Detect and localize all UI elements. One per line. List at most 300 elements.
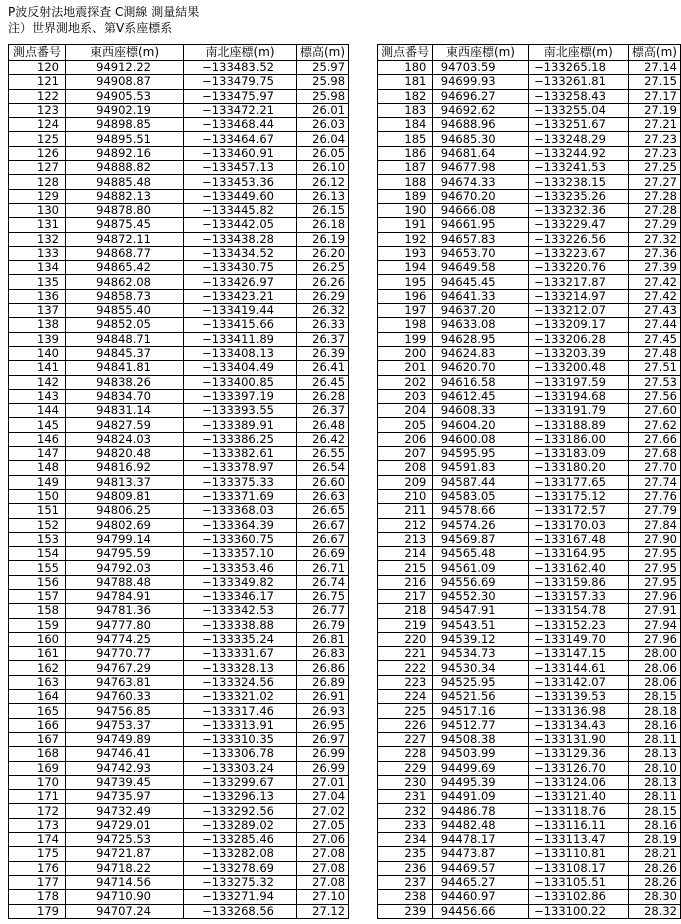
cell-east-west: 94827.59: [66, 418, 184, 432]
table-row: [9, 504, 349, 518]
cell-elevation: 27.51: [628, 361, 680, 375]
table-row: [378, 432, 681, 446]
cell-east-west: 94831.14: [66, 404, 184, 418]
table-row: [378, 904, 681, 918]
cell-elevation: 26.29: [297, 289, 349, 303]
cell-north-south: −133442.05: [184, 218, 297, 232]
table-row: [378, 75, 681, 89]
cell-north-south: −133408.13: [184, 346, 297, 360]
header-east-west: 東西座標(m): [66, 45, 184, 61]
cell-east-west: 94905.53: [66, 89, 184, 103]
cell-elevation: 27.17: [628, 89, 680, 103]
cell-station-number: 164: [9, 690, 66, 704]
cell-north-south: −133445.82: [184, 203, 297, 217]
cell-east-west: 94645.45: [433, 275, 528, 289]
table-row: [9, 275, 349, 289]
table-row: [378, 132, 681, 146]
table-row: [378, 647, 681, 661]
table-row: [9, 232, 349, 246]
table-row: [378, 261, 681, 275]
table-row: [9, 775, 349, 789]
cell-station-number: 138: [9, 318, 66, 332]
cell-elevation: 26.01: [297, 103, 349, 117]
cell-elevation: 26.79: [297, 618, 349, 632]
cell-east-west: 94681.64: [433, 146, 528, 160]
table-row: [9, 475, 349, 489]
cell-east-west: 94753.37: [66, 718, 184, 732]
cell-station-number: 156: [9, 575, 66, 589]
cell-east-west: 94862.08: [66, 275, 184, 289]
table-row: [378, 675, 681, 689]
cell-east-west: 94666.08: [433, 203, 528, 217]
cell-elevation: 27.27: [628, 175, 680, 189]
cell-east-west: 94845.37: [66, 346, 184, 360]
cell-north-south: −133244.92: [528, 146, 628, 160]
cell-elevation: 26.67: [297, 518, 349, 532]
cell-north-south: −133105.51: [528, 875, 628, 889]
cell-elevation: 28.32: [628, 904, 680, 918]
table-body: [9, 61, 349, 919]
cell-station-number: 152: [9, 518, 66, 532]
cell-station-number: 171: [9, 790, 66, 804]
cell-station-number: 208: [378, 461, 433, 475]
cell-east-west: 94543.51: [433, 618, 528, 632]
cell-north-south: −133389.91: [184, 418, 297, 432]
cell-elevation: 27.95: [628, 575, 680, 589]
cell-north-south: −133360.75: [184, 532, 297, 546]
title-line-1: P波反射法地震探査 C測線 測量結果: [8, 5, 200, 19]
cell-elevation: 26.55: [297, 447, 349, 461]
cell-station-number: 134: [9, 261, 66, 275]
cell-east-west: 94777.80: [66, 618, 184, 632]
cell-station-number: 143: [9, 389, 66, 403]
table-row: [378, 618, 681, 632]
table-row: [378, 289, 681, 303]
cell-north-south: −133438.28: [184, 232, 297, 246]
table-row: [9, 461, 349, 475]
cell-east-west: 94802.69: [66, 518, 184, 532]
cell-north-south: −133400.85: [184, 375, 297, 389]
cell-north-south: −133449.60: [184, 189, 297, 203]
cell-station-number: 195: [378, 275, 433, 289]
cell-elevation: 26.89: [297, 675, 349, 689]
cell-elevation: 26.18: [297, 218, 349, 232]
cell-elevation: 28.15: [628, 804, 680, 818]
header-station-number: 測点番号: [378, 45, 433, 61]
cell-station-number: 181: [378, 75, 433, 89]
cell-elevation: 26.37: [297, 404, 349, 418]
cell-east-west: 94696.27: [433, 89, 528, 103]
table-row: [9, 289, 349, 303]
cell-north-south: −133349.82: [184, 575, 297, 589]
cell-north-south: −133303.24: [184, 761, 297, 775]
table-row: [378, 690, 681, 704]
cell-elevation: 27.05: [297, 818, 349, 832]
cell-elevation: 26.12: [297, 175, 349, 189]
cell-elevation: 27.19: [628, 103, 680, 117]
cell-elevation: 27.23: [628, 146, 680, 160]
cell-north-south: −133357.10: [184, 547, 297, 561]
cell-station-number: 126: [9, 146, 66, 160]
cell-east-west: 94799.14: [66, 532, 184, 546]
cell-north-south: −133108.17: [528, 861, 628, 875]
cell-elevation: 28.11: [628, 790, 680, 804]
cell-elevation: 26.77: [297, 604, 349, 618]
cell-elevation: 26.95: [297, 718, 349, 732]
cell-elevation: 27.43: [628, 304, 680, 318]
cell-station-number: 210: [378, 489, 433, 503]
cell-elevation: 27.96: [628, 632, 680, 646]
cell-east-west: 94912.22: [66, 61, 184, 75]
cell-east-west: 94888.82: [66, 161, 184, 175]
cell-elevation: 26.45: [297, 375, 349, 389]
cell-elevation: 27.68: [628, 447, 680, 461]
cell-elevation: 28.06: [628, 675, 680, 689]
cell-north-south: −133299.67: [184, 775, 297, 789]
cell-east-west: 94710.90: [66, 890, 184, 904]
cell-north-south: −133289.02: [184, 818, 297, 832]
cell-north-south: −133188.89: [528, 418, 628, 432]
cell-elevation: 26.81: [297, 632, 349, 646]
cell-east-west: 94795.59: [66, 547, 184, 561]
cell-elevation: 27.12: [297, 904, 349, 918]
cell-station-number: 193: [378, 246, 433, 260]
table-row: [9, 761, 349, 775]
cell-station-number: 189: [378, 189, 433, 203]
table-row: [378, 361, 681, 375]
cell-north-south: −133232.36: [528, 203, 628, 217]
table-row: [378, 475, 681, 489]
cell-east-west: 94882.13: [66, 189, 184, 203]
cell-east-west: 94486.78: [433, 804, 528, 818]
cell-station-number: 211: [378, 504, 433, 518]
cell-station-number: 163: [9, 675, 66, 689]
cell-north-south: −133411.89: [184, 332, 297, 346]
table-row: [9, 804, 349, 818]
cell-east-west: 94482.48: [433, 818, 528, 832]
table-row: [378, 804, 681, 818]
cell-station-number: 234: [378, 833, 433, 847]
cell-north-south: −133353.46: [184, 561, 297, 575]
cell-east-west: 94824.03: [66, 432, 184, 446]
cell-east-west: 94875.45: [66, 218, 184, 232]
cell-north-south: −133159.86: [528, 575, 628, 589]
table-row: [378, 246, 681, 260]
cell-north-south: −133255.04: [528, 103, 628, 117]
table-row: [378, 518, 681, 532]
title-line-2: 注）世界測地系、第Ⅴ系座標系: [8, 21, 173, 35]
cell-elevation: 26.32: [297, 304, 349, 318]
table-row: [9, 404, 349, 418]
cell-east-west: 94781.36: [66, 604, 184, 618]
cell-station-number: 148: [9, 461, 66, 475]
cell-station-number: 227: [378, 732, 433, 746]
table-row: [378, 332, 681, 346]
cell-north-south: −133186.00: [528, 432, 628, 446]
cell-station-number: 178: [9, 890, 66, 904]
cell-station-number: 202: [378, 375, 433, 389]
table-row: [9, 432, 349, 446]
cell-east-west: 94732.49: [66, 804, 184, 818]
table-row: [9, 732, 349, 746]
cell-east-west: 94865.42: [66, 261, 184, 275]
cell-north-south: −133200.48: [528, 361, 628, 375]
cell-east-west: 94534.73: [433, 647, 528, 661]
cell-east-west: 94792.03: [66, 561, 184, 575]
table-row: [378, 775, 681, 789]
cell-north-south: −133460.91: [184, 146, 297, 160]
cell-east-west: 94742.93: [66, 761, 184, 775]
table-row: [9, 847, 349, 861]
cell-north-south: −133170.03: [528, 518, 628, 532]
cell-north-south: −133371.69: [184, 489, 297, 503]
cell-north-south: −133258.43: [528, 89, 628, 103]
cell-elevation: 28.18: [628, 704, 680, 718]
cell-station-number: 206: [378, 432, 433, 446]
cell-north-south: −133212.07: [528, 304, 628, 318]
cell-north-south: −133129.36: [528, 747, 628, 761]
cell-elevation: 27.02: [297, 804, 349, 818]
cell-north-south: −133149.70: [528, 632, 628, 646]
cell-elevation: 27.56: [628, 389, 680, 403]
cell-station-number: 129: [9, 189, 66, 203]
cell-east-west: 94473.87: [433, 847, 528, 861]
cell-station-number: 122: [9, 89, 66, 103]
table-row: [378, 404, 681, 418]
table-row: [9, 175, 349, 189]
table-row: [9, 304, 349, 318]
cell-north-south: −133268.56: [184, 904, 297, 918]
table-row: [9, 318, 349, 332]
table-row: [9, 132, 349, 146]
table-row: [378, 304, 681, 318]
cell-east-west: 94620.70: [433, 361, 528, 375]
table-row: [9, 589, 349, 603]
cell-east-west: 94878.80: [66, 203, 184, 217]
cell-east-west: 94809.81: [66, 489, 184, 503]
cell-east-west: 94770.77: [66, 647, 184, 661]
cell-north-south: −133162.40: [528, 561, 628, 575]
cell-north-south: −133124.06: [528, 775, 628, 789]
table-row: [9, 189, 349, 203]
table-row: [378, 318, 681, 332]
cell-station-number: 150: [9, 489, 66, 503]
cell-station-number: 186: [378, 146, 433, 160]
cell-station-number: 222: [378, 661, 433, 675]
cell-station-number: 157: [9, 589, 66, 603]
table-row: [378, 818, 681, 832]
cell-north-south: −133306.78: [184, 747, 297, 761]
cell-elevation: 27.96: [628, 589, 680, 603]
cell-elevation: 26.93: [297, 704, 349, 718]
cell-north-south: −133203.39: [528, 346, 628, 360]
cell-elevation: 28.30: [628, 890, 680, 904]
cell-station-number: 170: [9, 775, 66, 789]
table-row: [9, 118, 349, 132]
cell-elevation: 27.91: [628, 604, 680, 618]
table-row: [9, 489, 349, 503]
cell-station-number: 191: [378, 218, 433, 232]
cell-elevation: 26.91: [297, 690, 349, 704]
table-row: [9, 161, 349, 175]
cell-east-west: 94587.44: [433, 475, 528, 489]
cell-elevation: 26.13: [297, 189, 349, 203]
cell-east-west: 94600.08: [433, 432, 528, 446]
cell-elevation: 26.28: [297, 389, 349, 403]
table-row: [9, 890, 349, 904]
cell-station-number: 127: [9, 161, 66, 175]
cell-north-south: −133241.53: [528, 161, 628, 175]
cell-north-south: −133118.76: [528, 804, 628, 818]
cell-north-south: −133217.87: [528, 275, 628, 289]
cell-east-west: 94670.20: [433, 189, 528, 203]
cell-north-south: −133238.15: [528, 175, 628, 189]
cell-north-south: −133175.12: [528, 489, 628, 503]
cell-north-south: −133328.13: [184, 661, 297, 675]
cell-east-west: 94624.83: [433, 346, 528, 360]
cell-station-number: 133: [9, 246, 66, 260]
cell-east-west: 94583.05: [433, 489, 528, 503]
cell-east-west: 94908.87: [66, 75, 184, 89]
table-row: [9, 532, 349, 546]
table-row: [378, 547, 681, 561]
cell-station-number: 153: [9, 532, 66, 546]
cell-east-west: 94657.83: [433, 232, 528, 246]
table-row: [378, 461, 681, 475]
cell-east-west: 94784.91: [66, 589, 184, 603]
cell-elevation: 27.10: [297, 890, 349, 904]
cell-east-west: 94848.71: [66, 332, 184, 346]
cell-elevation: 27.06: [297, 833, 349, 847]
header-elevation: 標高(m): [628, 45, 680, 61]
table-row: [9, 146, 349, 160]
cell-station-number: 123: [9, 103, 66, 117]
cell-elevation: 27.29: [628, 218, 680, 232]
cell-east-west: 94503.99: [433, 747, 528, 761]
cell-station-number: 218: [378, 604, 433, 618]
cell-east-west: 94767.29: [66, 661, 184, 675]
cell-east-west: 94595.95: [433, 447, 528, 461]
table-row: [378, 847, 681, 861]
cell-station-number: 166: [9, 718, 66, 732]
cell-north-south: −133457.13: [184, 161, 297, 175]
cell-east-west: 94688.96: [433, 118, 528, 132]
cell-station-number: 175: [9, 847, 66, 861]
table-row: [9, 203, 349, 217]
table-row: [9, 561, 349, 575]
cell-north-south: −133292.56: [184, 804, 297, 818]
cell-north-south: −133404.49: [184, 361, 297, 375]
cell-north-south: −133172.57: [528, 504, 628, 518]
cell-north-south: −133248.29: [528, 132, 628, 146]
table-row: [378, 704, 681, 718]
cell-north-south: −133121.40: [528, 790, 628, 804]
cell-north-south: −133102.86: [528, 890, 628, 904]
cell-station-number: 160: [9, 632, 66, 646]
cell-east-west: 94649.58: [433, 261, 528, 275]
cell-station-number: 232: [378, 804, 433, 818]
cell-elevation: 27.95: [628, 547, 680, 561]
cell-north-south: −133453.36: [184, 175, 297, 189]
table-row: [9, 246, 349, 260]
cell-east-west: 94820.48: [66, 447, 184, 461]
cell-east-west: 94674.33: [433, 175, 528, 189]
cell-station-number: 179: [9, 904, 66, 918]
cell-elevation: 26.97: [297, 732, 349, 746]
cell-north-south: −133338.88: [184, 618, 297, 632]
cell-east-west: 94456.66: [433, 904, 528, 918]
cell-east-west: 94703.59: [433, 61, 528, 75]
cell-elevation: 28.16: [628, 718, 680, 732]
cell-elevation: 26.75: [297, 589, 349, 603]
cell-station-number: 200: [378, 346, 433, 360]
cell-north-south: −133116.11: [528, 818, 628, 832]
cell-station-number: 177: [9, 875, 66, 889]
cell-station-number: 167: [9, 732, 66, 746]
cell-station-number: 132: [9, 232, 66, 246]
cell-north-south: −133368.03: [184, 504, 297, 518]
cell-east-west: 94616.58: [433, 375, 528, 389]
cell-east-west: 94491.09: [433, 790, 528, 804]
cell-station-number: 144: [9, 404, 66, 418]
cell-elevation: 26.99: [297, 747, 349, 761]
cell-north-south: −133321.02: [184, 690, 297, 704]
cell-east-west: 94872.11: [66, 232, 184, 246]
cell-east-west: 94525.95: [433, 675, 528, 689]
table-row: [378, 632, 681, 646]
cell-elevation: 28.26: [628, 875, 680, 889]
cell-east-west: 94721.87: [66, 847, 184, 861]
cell-elevation: 27.53: [628, 375, 680, 389]
cell-north-south: −133331.67: [184, 647, 297, 661]
cell-north-south: −133415.66: [184, 318, 297, 332]
cell-east-west: 94608.33: [433, 404, 528, 418]
cell-east-west: 94885.48: [66, 175, 184, 189]
header-elevation: 標高(m): [297, 45, 349, 61]
cell-north-south: −133475.97: [184, 89, 297, 103]
cell-station-number: 229: [378, 761, 433, 775]
cell-east-west: 94460.97: [433, 890, 528, 904]
cell-station-number: 223: [378, 675, 433, 689]
cell-elevation: 26.20: [297, 246, 349, 260]
cell-east-west: 94892.16: [66, 146, 184, 160]
cell-north-south: −133142.07: [528, 675, 628, 689]
cell-north-south: −133468.44: [184, 118, 297, 132]
table-row: [9, 661, 349, 675]
cell-east-west: 94633.08: [433, 318, 528, 332]
cell-north-south: −133144.61: [528, 661, 628, 675]
table-row: [9, 604, 349, 618]
table-row: [378, 661, 681, 675]
cell-station-number: 221: [378, 647, 433, 661]
cell-elevation: 27.79: [628, 504, 680, 518]
cell-station-number: 121: [9, 75, 66, 89]
cell-north-south: −133167.48: [528, 532, 628, 546]
cell-east-west: 94547.91: [433, 604, 528, 618]
cell-east-west: 94816.92: [66, 461, 184, 475]
cell-east-west: 94718.22: [66, 861, 184, 875]
cell-north-south: −133378.97: [184, 461, 297, 475]
cell-station-number: 147: [9, 447, 66, 461]
cell-elevation: 26.67: [297, 532, 349, 546]
table-row: [378, 389, 681, 403]
cell-north-south: −133346.17: [184, 589, 297, 603]
cell-north-south: −133206.28: [528, 332, 628, 346]
cell-station-number: 131: [9, 218, 66, 232]
cell-east-west: 94902.19: [66, 103, 184, 117]
cell-north-south: −133157.33: [528, 589, 628, 603]
cell-elevation: 27.39: [628, 261, 680, 275]
